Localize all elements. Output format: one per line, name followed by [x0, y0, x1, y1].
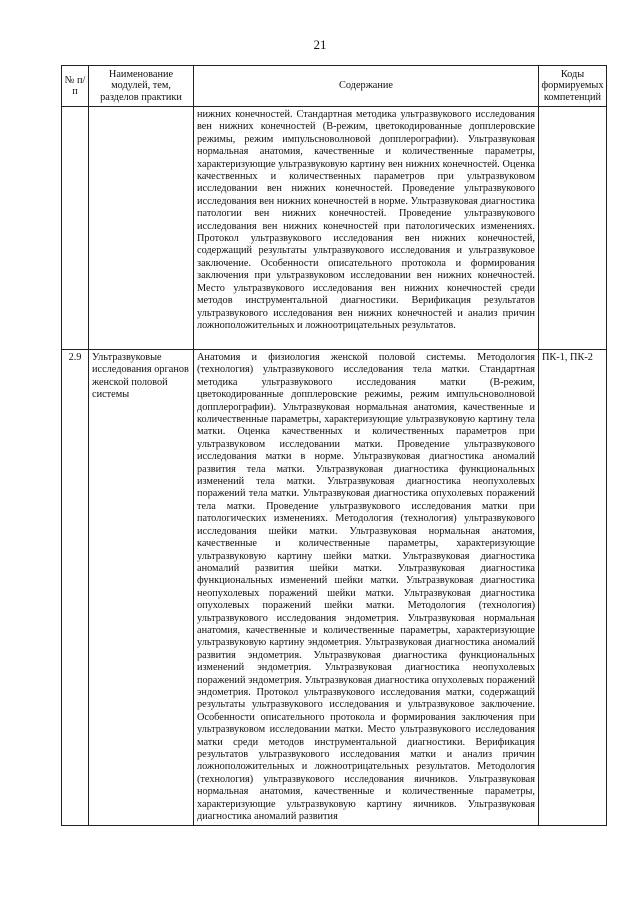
header-codes: Коды формируемых компетенций — [539, 66, 607, 107]
row-name — [89, 107, 194, 350]
header-num: № п/п — [62, 66, 89, 107]
row-num — [62, 107, 89, 350]
row-num: 2.9 — [62, 350, 89, 826]
row-name: Ультразвуковые исследования органов женской половой системы — [89, 350, 194, 826]
page-number: 21 — [313, 37, 327, 52]
header-content: Содержание — [194, 66, 539, 107]
table-row — [62, 107, 607, 350]
row-codes — [539, 107, 607, 350]
curriculum-table — [61, 65, 607, 826]
row-content: нижних конечностей. Стандартная методика ультразвукового исследования вен нижних конечностей (В-режим, цветокодированные допплеровские режимы, режим импульсноволновой допплерографии). Ультразвуковая нормальная анатомия, качественные и количественные параметры, характеризующие ультразвуковую картину вен нижних конечностей. Оценка качественных и количественных параметров при ультразвуковом исследовании вен нижних конечностей. Проведение ультразвукового исследования вен нижних конечностей в норме. Ультразвуковая диагностика патологии вен нижних конечностей. Проведение ультразвукового исследования вен нижних конечностей при патологических изменениях. Протокол ультразвукового исследования вен нижних конечностей, содержащий результаты ультразвукового исследования и ультразвуковое заключение. Особенности описательного протокола и формирования заключения при ультразвуковом исследовании вен нижних конечностей. Место ультразвукового исследования вен нижних конечностей среди методов инструментальной диагностики. Верификация результатов ультразвукового исследования вен нижних конечностей и анализ причин ложноположительных и ложноотрицательных результатов. — [194, 107, 539, 350]
table-header-row — [62, 66, 607, 107]
table-row — [62, 350, 607, 826]
header-name: Наименование модулей, тем, разделов практики — [89, 66, 194, 107]
row-codes: ПК-1, ПК-2 — [539, 350, 607, 826]
row-content: Анатомия и физиология женской половой системы. Методология (технология) ультразвукового исследования тела матки. Стандартная методика ультразвукового исследования матки (В-режим, цветокодированные допплеровские режимы, режим импульсноволновой допплерографии). Ультразвуковая нормальная анатомия, качественные и количественные параметры, характеризующие ультразвуковую картину тела матки. Оценка качественных и количественных параметров при ультразвуковом исследовании матки. Проведение ультразвукового исследования матки в норме. Ультразвуковая диагностика аномалий развития тела матки. Ультразвуковая диагностика функциональных изменений тела матки. Ультразвуковая диагностика неопухолевых поражений тела матки. Ультразвуковая диагностика опухолевых поражений тела матки. Проведение ультразвукового исследования матки при патологических изменениях. Методология (технология) ультразвукового исследования шейки матки. Ультразвуковая нормальная анатомия, качественные и количественные параметры, характеризующие ультразвуковую картину шейки матки. Ультразвуковая диагностика аномалий развития шейки матки. Ультразвуковая диагностика функциональных изменений шейки матки. Ультразвуковая диагностика неопухолевых поражений шейки матки. Ультразвуковая диагностика опухолевых поражений шейки матки. Методология (технология) ультразвукового исследования эндометрия. Ультразвуковая нормальная анатомия, качественные и количественные параметры, характеризующие ультразвуковую картину эндометрия. Ультразвуковая диагностика аномалий развития эндометрия. Ультразвуковая диагностика функциональных изменений эндометрия. Ультразвуковая диагностика неопухолевых поражений эндометрия. Ультразвуковая диагностика опухолевых поражений эндометрия. Протокол ультразвукового исследования матки, содержащий результаты ультразвукового исследования и ультразвуковое заключение. Особенности описательного протокола и формирования заключения при ультразвуковом исследовании матки. Место ультразвукового исследования матки среди методов инструментальной диагностики. Верификация результатов ультразвукового исследования матки и анализ причин ложноположительных и ложноотрицательных результатов. Методология (технология) ультразвукового исследования яичников. Ультразвуковая нормальная анатомия, качественные и количественные параметры, характеризующие ультразвуковую картину яичников. Ультразвуковая диагностика аномалий развития — [194, 350, 539, 826]
